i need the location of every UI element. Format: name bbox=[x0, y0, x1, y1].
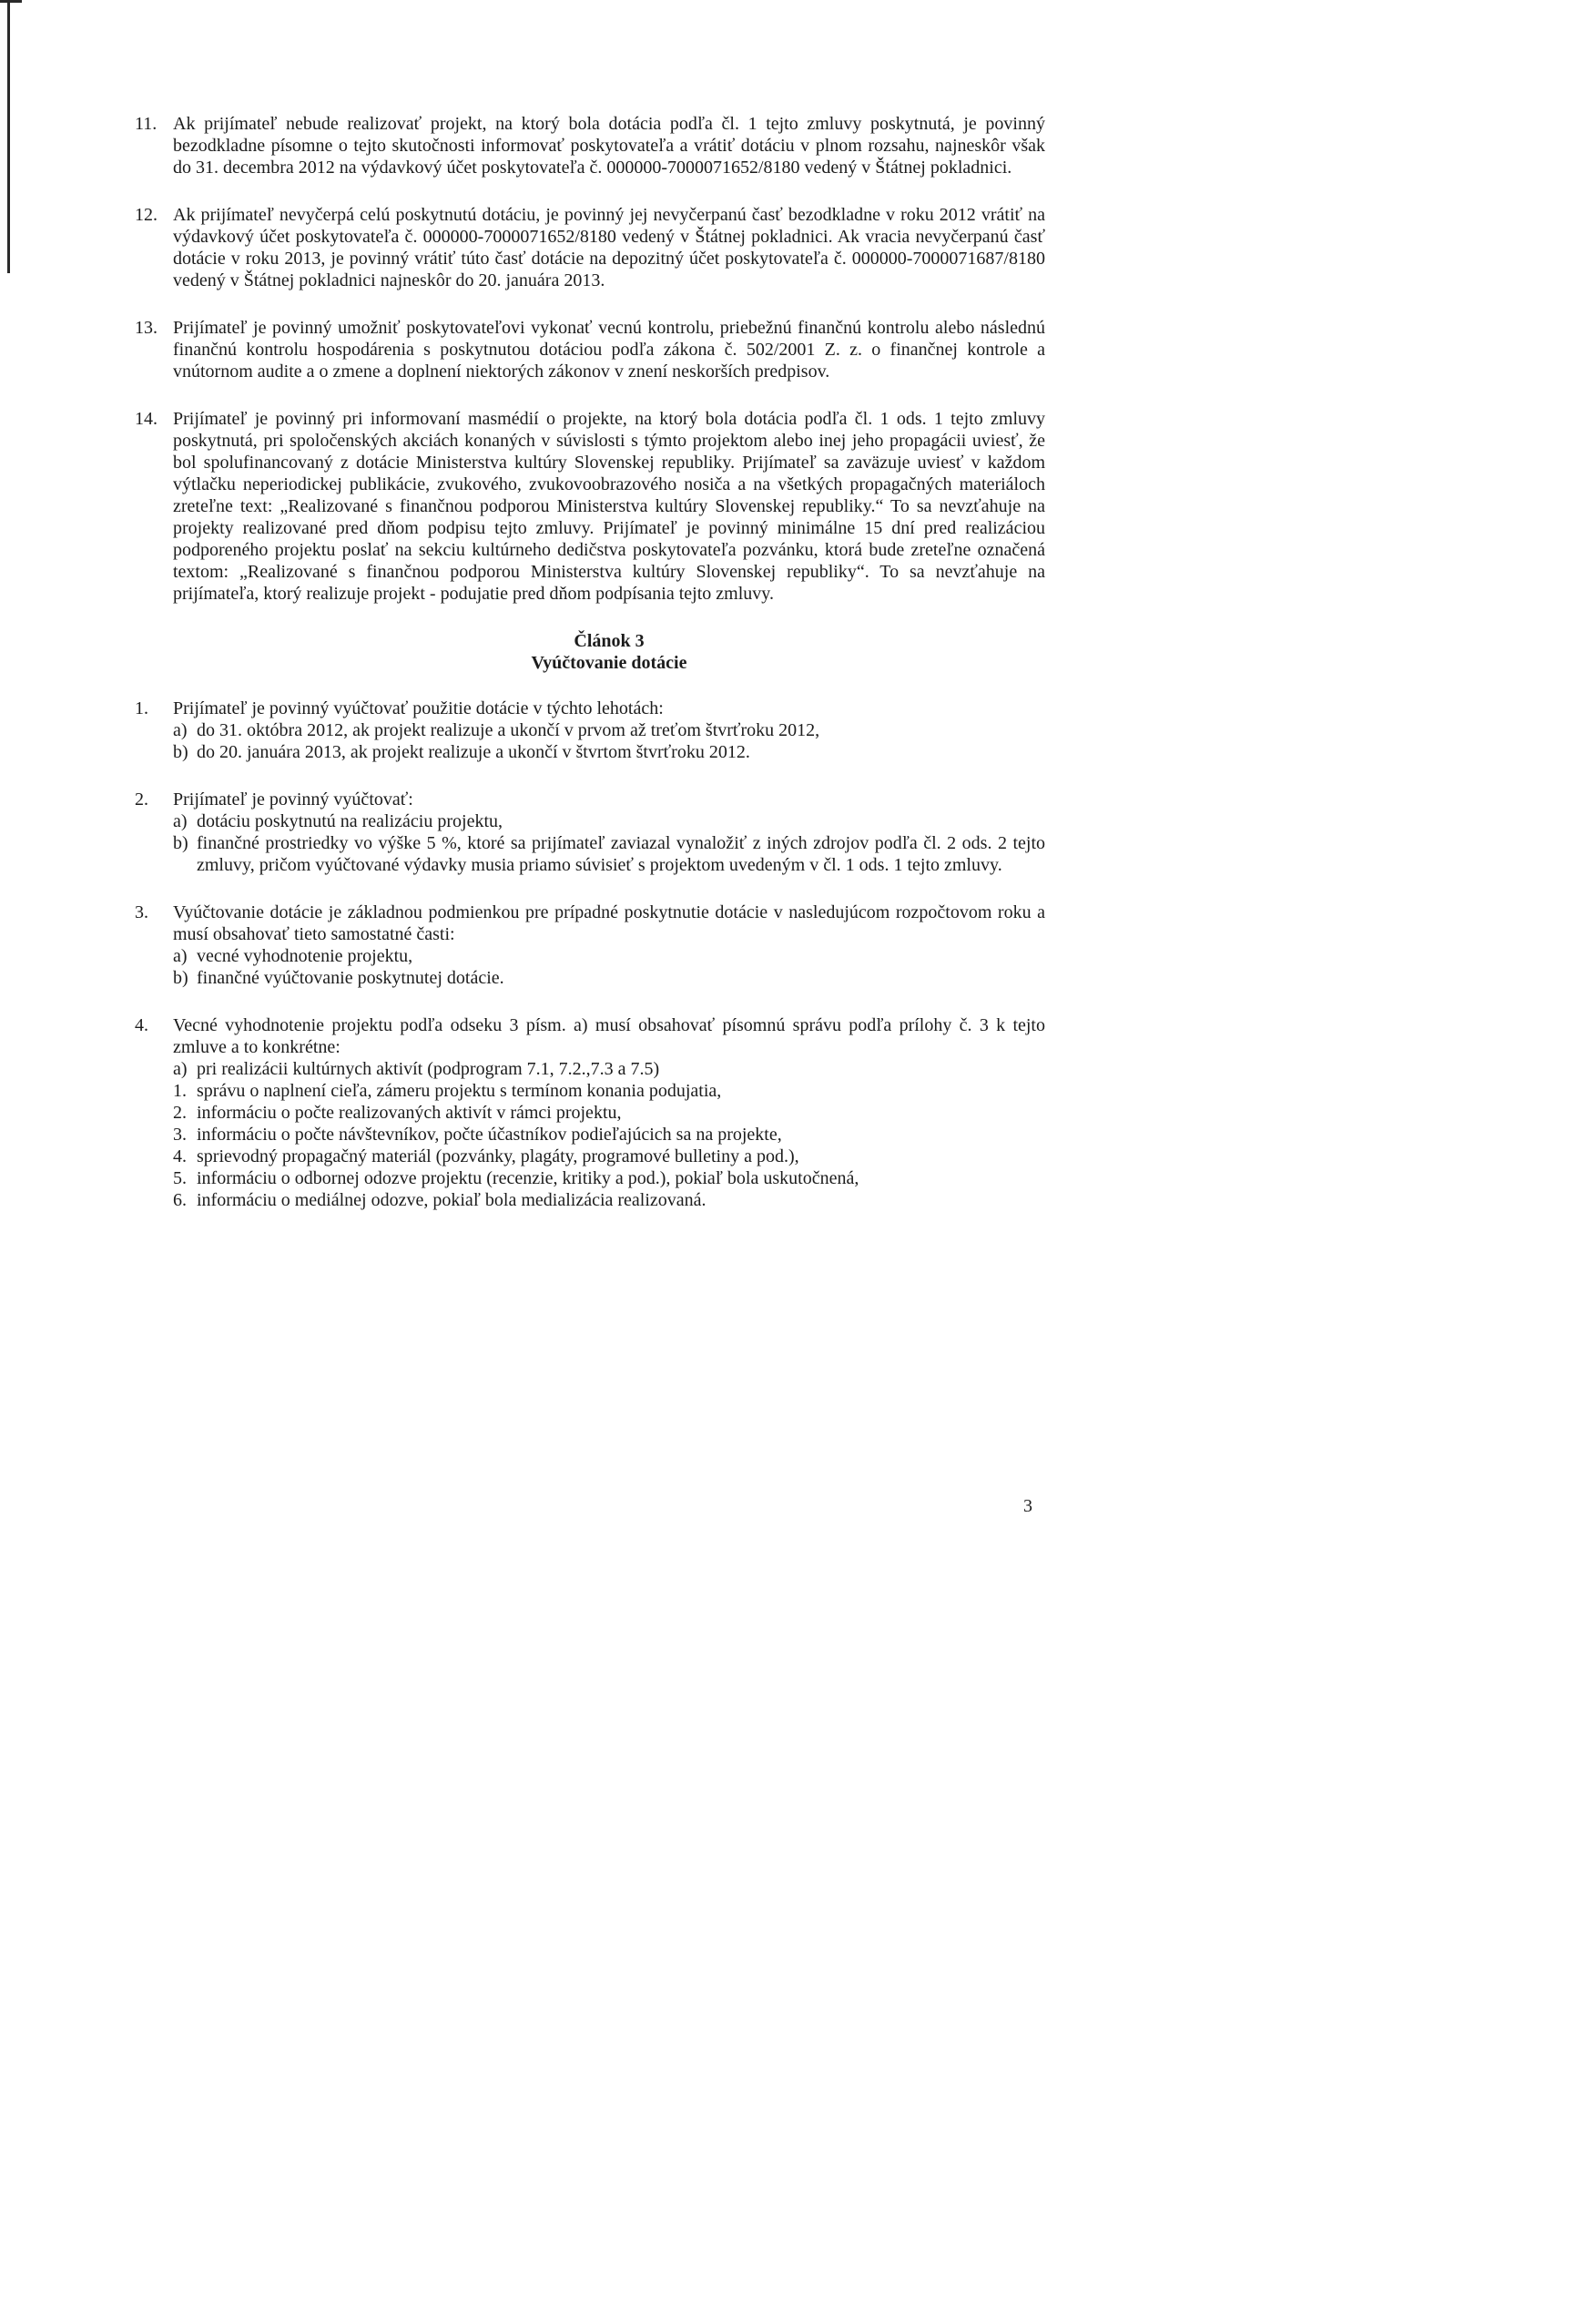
sub-item-text: finančné vyúčtovanie poskytnutej dotácie. bbox=[197, 968, 504, 988]
clause-text: Prijímateľ je povinný vyúčtovať použitie dotácie v týchto lehotách: bbox=[173, 698, 664, 718]
sub-item-mark: 1. bbox=[173, 1081, 187, 1101]
sub-item bbox=[173, 741, 1045, 763]
sub-item-text: do 31. októbra 2012, ak projekt realizuje a ukončí v prvom až treťom štvrťroku 2012, bbox=[197, 720, 820, 740]
sub-item bbox=[173, 1189, 1045, 1211]
sub-item bbox=[173, 719, 1045, 741]
article-number: Článok 3 bbox=[574, 631, 645, 651]
sub-item-mark: b) bbox=[173, 833, 188, 853]
sub-item-mark: a) bbox=[173, 946, 188, 966]
sub-item-mark: b) bbox=[173, 968, 188, 988]
sub-item bbox=[173, 1080, 1045, 1102]
scan-edge-mark bbox=[0, 0, 22, 3]
clause-text: Prijímateľ je povinný vyúčtovať: bbox=[173, 789, 413, 810]
clause-number: 2. bbox=[135, 789, 148, 810]
clause-text: Ak prijímateľ nevyčerpá celú poskytnutú dotáciu, je povinný jej nevyčerpanú časť bezodkladne v roku 2012 vrátiť na výdavkový účet poskytovateľa č. 000000-7000071652/8180 vedený v Štátnej pokladnici. Ak vracia nevyčerpanú časť dotácie v roku 2013, je povinný vrátiť túto časť dotácie na depozitný účet poskytovateľa č. 000000-7000071687/8180 vedený v Štátnej pokladnici najneskôr do 20. januára 2013. bbox=[173, 205, 1045, 290]
clause-13 bbox=[135, 317, 1045, 382]
clause-14 bbox=[135, 408, 1045, 605]
page-number: 3 bbox=[1023, 1496, 1032, 1516]
scan-edge-mark bbox=[7, 0, 10, 273]
clause-number: 1. bbox=[135, 698, 148, 718]
clause-text: Ak prijímateľ nebude realizovať projekt, na ktorý bola dotácia podľa čl. 1 tejto zmluvy poskytnutá, je povinný bezodkladne písomne o tejto skutočnosti informovať poskytovateľa a vrátiť dotáciu v plnom rozsahu, najneskôr však do 31. decembra 2012 na výdavkový účet poskytovateľa č. 000000-7000071652/8180 vedený v Štátnej pokladnici. bbox=[173, 114, 1045, 178]
sub-item-mark: 2. bbox=[173, 1103, 187, 1123]
sub-item bbox=[173, 967, 1045, 989]
article-clause-3 bbox=[135, 901, 1045, 989]
sub-item bbox=[173, 1102, 1045, 1124]
clause-11 bbox=[135, 113, 1045, 178]
sub-item-text: správu o naplnení cieľa, zámeru projektu s termínom konania podujatia, bbox=[197, 1081, 722, 1101]
sub-item-mark: 5. bbox=[173, 1168, 187, 1188]
sub-item-mark: b) bbox=[173, 742, 188, 762]
clause-number: 4. bbox=[135, 1015, 148, 1035]
article-clause-4 bbox=[135, 1014, 1045, 1211]
sub-item-mark: a) bbox=[173, 811, 188, 831]
article-heading bbox=[135, 630, 1045, 674]
document-body bbox=[135, 113, 1045, 1237]
sub-item-text: informáciu o mediálnej odozve, pokiaľ bola medializácia realizovaná. bbox=[197, 1190, 707, 1210]
clause-text: Vecné vyhodnotenie projektu podľa odseku 3 písm. a) musí obsahovať písomnú správu podľa prílohy č. 3 k tejto zmluve a to konkrétne: bbox=[173, 1015, 1045, 1057]
sub-item-mark: 4. bbox=[173, 1146, 187, 1166]
sub-item bbox=[173, 810, 1045, 832]
sub-item-text: informáciu o počte realizovaných aktivít v rámci projektu, bbox=[197, 1103, 622, 1123]
sub-item bbox=[173, 1167, 1045, 1189]
sub-item-text: sprievodný propagačný materiál (pozvánky, plagáty, programové bulletiny a pod.), bbox=[197, 1146, 799, 1166]
sub-item-text: informáciu o počte návštevníkov, počte účastníkov podieľajúcich sa na projekte, bbox=[197, 1125, 782, 1145]
sub-item-mark: 3. bbox=[173, 1125, 187, 1145]
sub-item-text: informáciu o odbornej odozve projektu (recenzie, kritiky a pod.), pokiaľ bola uskutočnená, bbox=[197, 1168, 859, 1188]
article-clause-2 bbox=[135, 789, 1045, 876]
sub-item-mark: 6. bbox=[173, 1190, 187, 1210]
sub-item bbox=[173, 945, 1045, 967]
sub-item bbox=[173, 1124, 1045, 1146]
sub-item-text: vecné vyhodnotenie projektu, bbox=[197, 946, 413, 966]
article-title: Vyúčtovanie dotácie bbox=[531, 653, 687, 673]
clause-text: Prijímateľ je povinný pri informovaní masmédií o projekte, na ktorý bola dotácia podľa čl. 1 ods. 1 tejto zmluvy poskytnutá, pri spoločenských akciách konaných v súvislosti s týmto projektom alebo inej jeho propagácii uviesť, že bol spolufinancovaný z dotácie Ministerstva kultúry Slovenskej republiky. Prijímateľ sa zaväzuje uviesť v každom výtlačku neperiodickej publikácie, zvukového, zvukovoobrazového nosiča a na všetkých propagačných materiáloch zreteľne text: „Realizované s finančnou podporou Ministerstva kultúry Slovenskej republiky.“ To sa nevzťahuje na projekty realizované pred dňom podpisu tejto zmluvy. Prijímateľ je povinný minimálne 15 dní pred realizáciou podporeného projektu poslať na sekciu kultúrneho dedičstva poskytovateľa pozvánku, ktorá bude zreteľne označená textom: „Realizované s finančnou podporou Ministerstva kultúry Slovenskej republiky“. To sa nevzťahuje na prijímateľa, ktorý realizuje projekt - podujatie pred dňom podpísania tejto zmluvy. bbox=[173, 409, 1045, 604]
sub-item bbox=[173, 1058, 1045, 1080]
clause-number: 13. bbox=[135, 318, 158, 338]
clause-number: 11. bbox=[135, 114, 158, 134]
sub-item-text: do 20. januára 2013, ak projekt realizuje a ukončí v štvrtom štvrťroku 2012. bbox=[197, 742, 750, 762]
clause-12 bbox=[135, 204, 1045, 291]
clause-number: 12. bbox=[135, 205, 158, 225]
sub-item-text: dotáciu poskytnutú na realizáciu projektu, bbox=[197, 811, 503, 831]
clause-text: Vyúčtovanie dotácie je základnou podmienkou pre prípadné poskytnutie dotácie v nasledujúcom rozpočtovom roku a musí obsahovať tieto samostatné časti: bbox=[173, 902, 1045, 944]
article-clause-1 bbox=[135, 698, 1045, 763]
clause-text: Prijímateľ je povinný umožniť poskytovateľovi vykonať vecnú kontrolu, priebežnú finančnú kontrolu alebo následnú finančnú kontrolu hospodárenia s poskytnutou dotáciou podľa zákona č. 502/2001 Z. z. o finančnej kontrole a vnútornom audite a o zmene a doplnení niektorých zákonov v znení neskorších predpisov. bbox=[173, 318, 1045, 382]
clause-number: 14. bbox=[135, 409, 158, 429]
sub-item-mark: a) bbox=[173, 720, 188, 740]
sub-item-text: pri realizácii kultúrnych aktivít (podprogram 7.1, 7.2.,7.3 a 7.5) bbox=[197, 1059, 660, 1079]
clause-number: 3. bbox=[135, 902, 148, 922]
sub-item-text: finančné prostriedky vo výške 5 %, ktoré sa prijímateľ zaviazal vynaložiť z iných zdrojov podľa čl. 2 ods. 2 tejto zmluvy, pričom vyúčtované výdavky musia priamo súvisieť s projektom uvedeným v čl. 1 ods. 1 tejto zmluvy. bbox=[197, 833, 1045, 875]
sub-item bbox=[173, 832, 1045, 876]
sub-item-mark: a) bbox=[173, 1059, 188, 1079]
sub-item bbox=[173, 1146, 1045, 1167]
